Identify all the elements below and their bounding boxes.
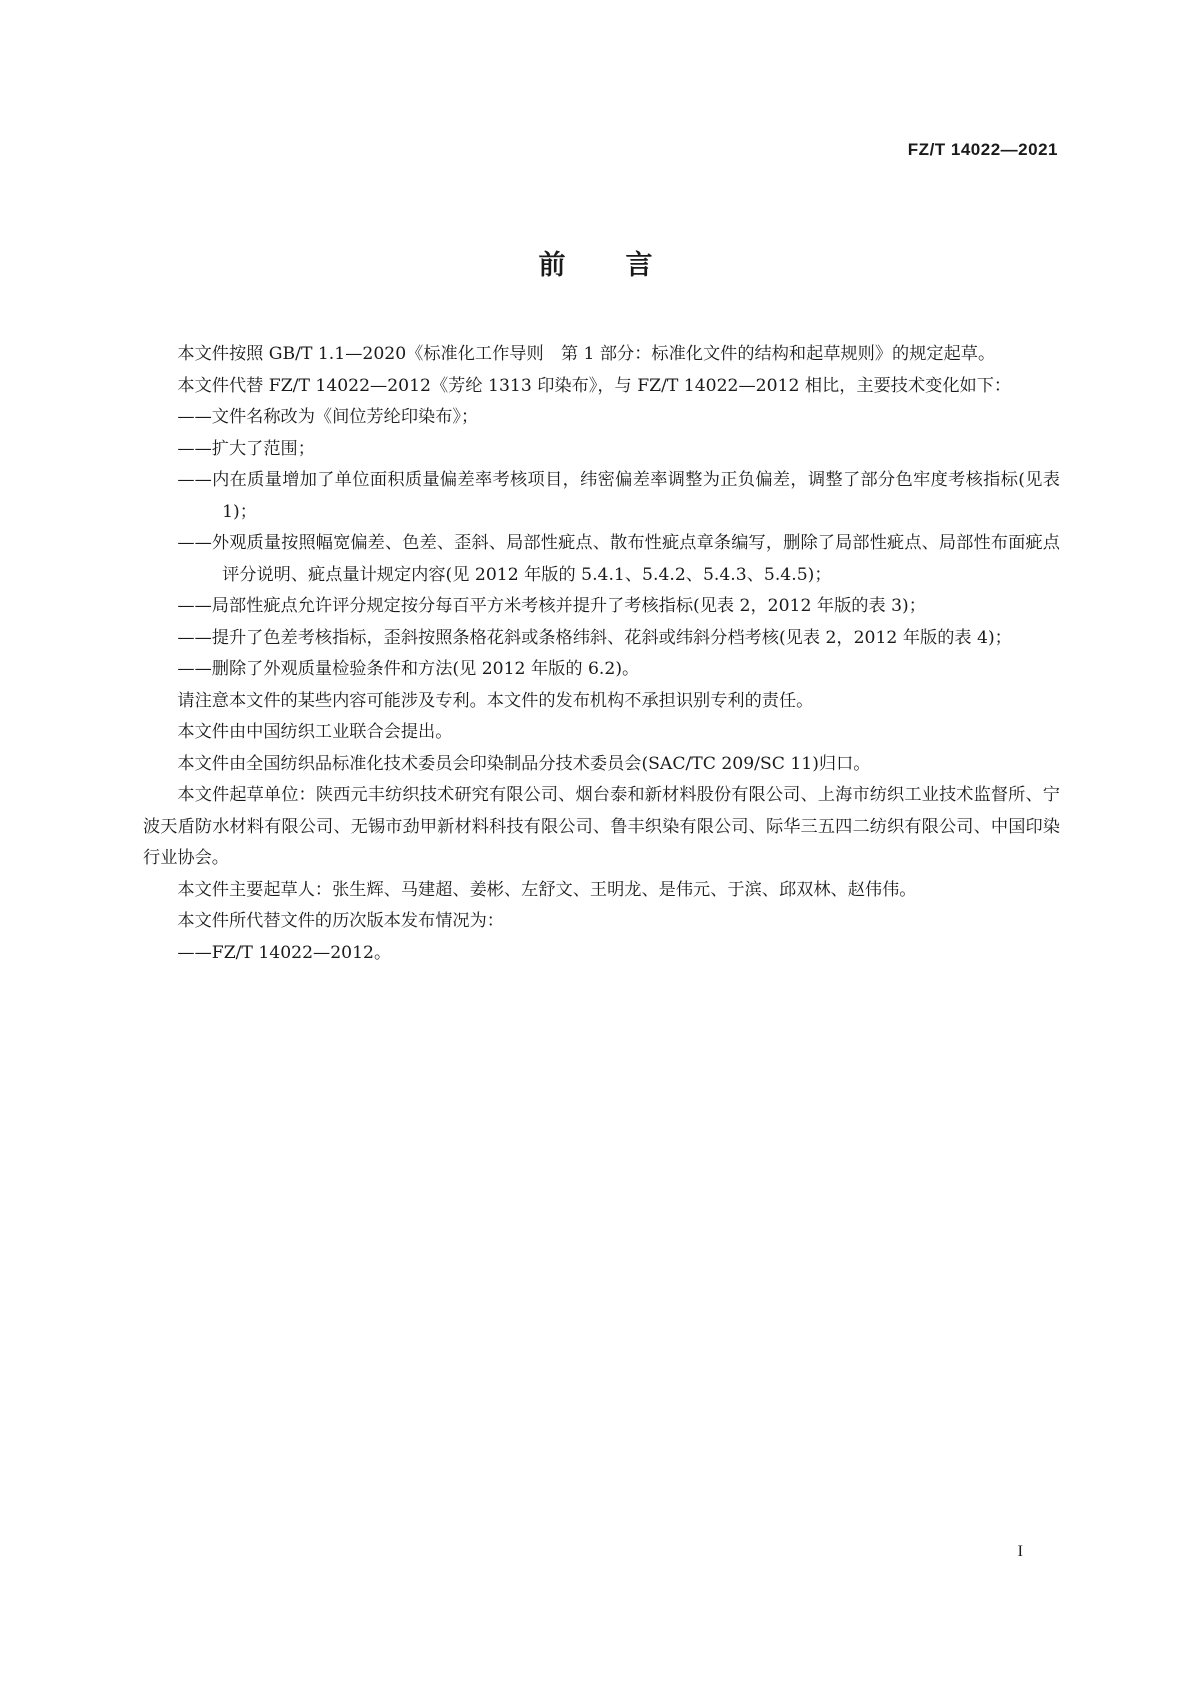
paragraph-drafters: 本文件主要起草人：张生辉、马建超、姜彬、左舒文、王明龙、是伟元、于滨、邱双林、赵伟伟。: [177, 879, 917, 900]
list-item: ——扩大了范围；: [177, 438, 315, 459]
page-number: I: [1017, 1543, 1023, 1560]
paragraph-proposer: 本文件由中国纺织工业联合会提出。: [177, 722, 453, 742]
paragraph-patent-notice: 请注意本文件的某些内容可能涉及专利。本文件的发布机构不承担识别专利的责任。: [177, 690, 814, 711]
list-item: ——外观质量按照幅宽偏差、色差、歪斜、局部性疵点、散布性疵点章条编写，删除了局部性疵点、局部性布面疵点评分说明、疵点量计规定内容(见 2012 年版的 5.4.1、5.4.2、5.4.3、5.4.5)；: [177, 533, 1060, 585]
list-item: ——FZ/T 14022—2012。: [177, 942, 392, 963]
paragraph-committee: 本文件由全国纺织品标准化技术委员会印染制品分技术委员会(SAC/TC 209/SC 11)归口。: [177, 753, 871, 774]
page-title: 前言: [538, 250, 713, 281]
list-item: ——内在质量增加了单位面积质量偏差率考核项目，纬密偏差率调整为正负偏差，调整了部分色牢度考核指标(见表 1)；: [177, 470, 1060, 522]
paragraph-drafting-rules: 本文件按照 GB/T 1.1—2020《标准化工作导则 第 1 部分：标准化文件的结构和起草规则》的规定起草。: [177, 344, 996, 364]
paragraph-drafting-units: 本文件起草单位：陕西元丰纺织技术研究有限公司、烟台泰和新材料股份有限公司、上海市纺织工业技术监督所、宁波天盾防水材料有限公司、无锡市劲甲新材料科技有限公司、鲁丰织染有限公司、际华三五四二纺织有限公司、中国印染行业协会。: [143, 785, 1060, 868]
paragraph-history-intro: 本文件所代替文件的历次版本发布情况为：: [177, 911, 504, 931]
foreword-body: [143, 339, 1060, 969]
list-item: ——文件名称改为《间位芳纶印染布》；: [177, 407, 479, 427]
list-item: ——局部性疵点允许评分规定按分每百平方米考核并提升了考核指标(见表 2，2012 年版的表 3)；: [177, 596, 926, 616]
standard-code: FZ/T 14022—2021: [907, 140, 1058, 159]
paragraph-replacement: 本文件代替 FZ/T 14022—2012《芳纶 1313 印染布》，与 FZ/T 14022—2012 相比，主要技术变化如下：: [177, 375, 1012, 396]
list-item: ——提升了色差考核指标，歪斜按照条格花斜或条格纬斜、花斜或纬斜分档考核(见表 2，2012 年版的表 4)；: [177, 627, 1012, 648]
list-item: ——删除了外观质量检验条件和方法(见 2012 年版的 6.2)。: [177, 659, 640, 679]
